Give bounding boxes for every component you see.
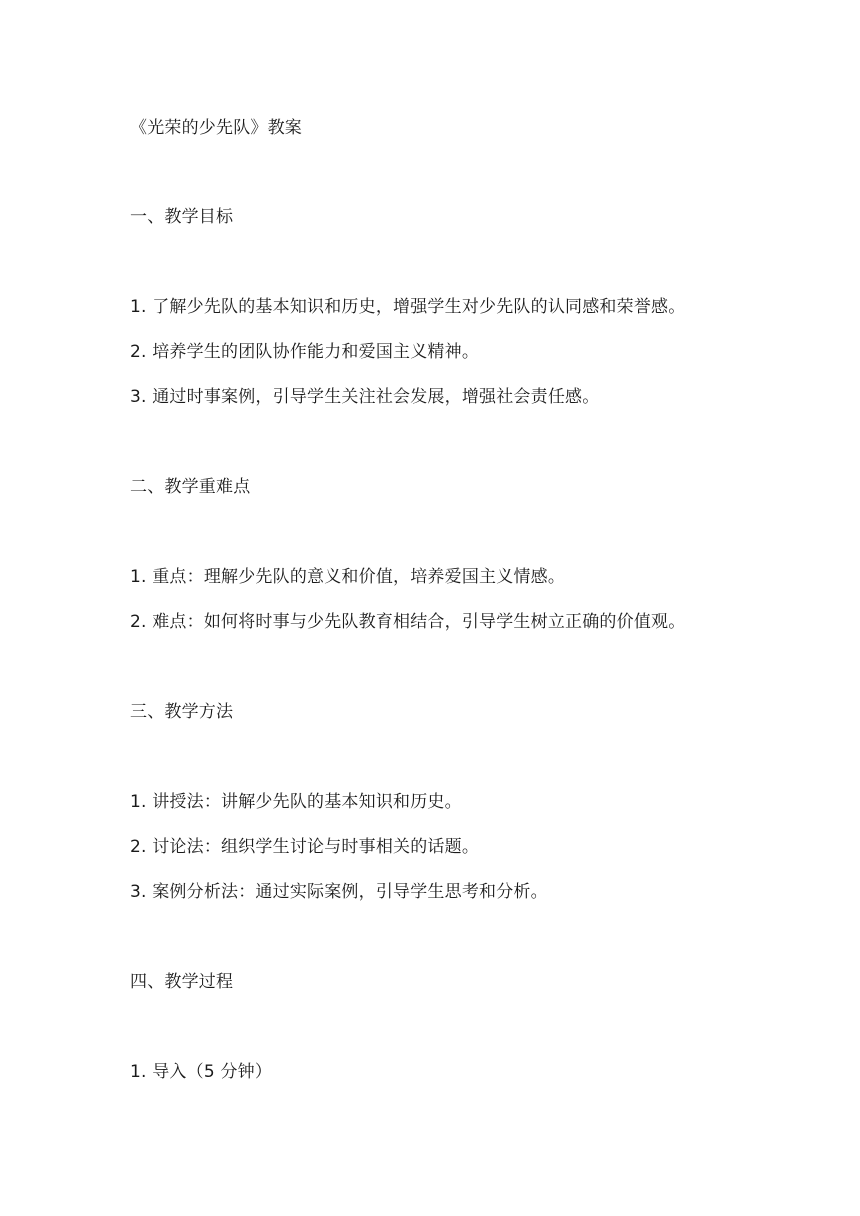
list-item: 3. 案例分析法：通过实际案例，引导学生思考和分析。 [130,882,548,902]
section-heading-objectives: 一、教学目标 [130,207,234,227]
list-item: 1. 讲授法：讲解少先队的基本知识和历史。 [130,792,462,812]
section-heading-methods: 三、教学方法 [130,702,234,722]
list-item: 1. 重点：理解少先队的意义和价值，培养爱国主义情感。 [130,567,566,587]
section-heading-process: 四、教学过程 [130,972,234,992]
list-item: 1. 了解少先队的基本知识和历史，增强学生对少先队的认同感和荣誉感。 [130,297,686,317]
section-heading-key-points: 二、教学重难点 [130,477,251,497]
list-item: 1. 导入（5 分钟） [130,1062,273,1082]
document-title: 《光荣的少先队》教案 [130,118,302,138]
list-item: 3. 通过时事案例，引导学生关注社会发展，增强社会责任感。 [130,387,600,407]
list-item: 2. 难点：如何将时事与少先队教育相结合，引导学生树立正确的价值观。 [130,612,686,632]
list-item: 2. 培养学生的团队协作能力和爱国主义精神。 [130,342,480,362]
list-item: 2. 讨论法：组织学生讨论与时事相关的话题。 [130,837,480,857]
